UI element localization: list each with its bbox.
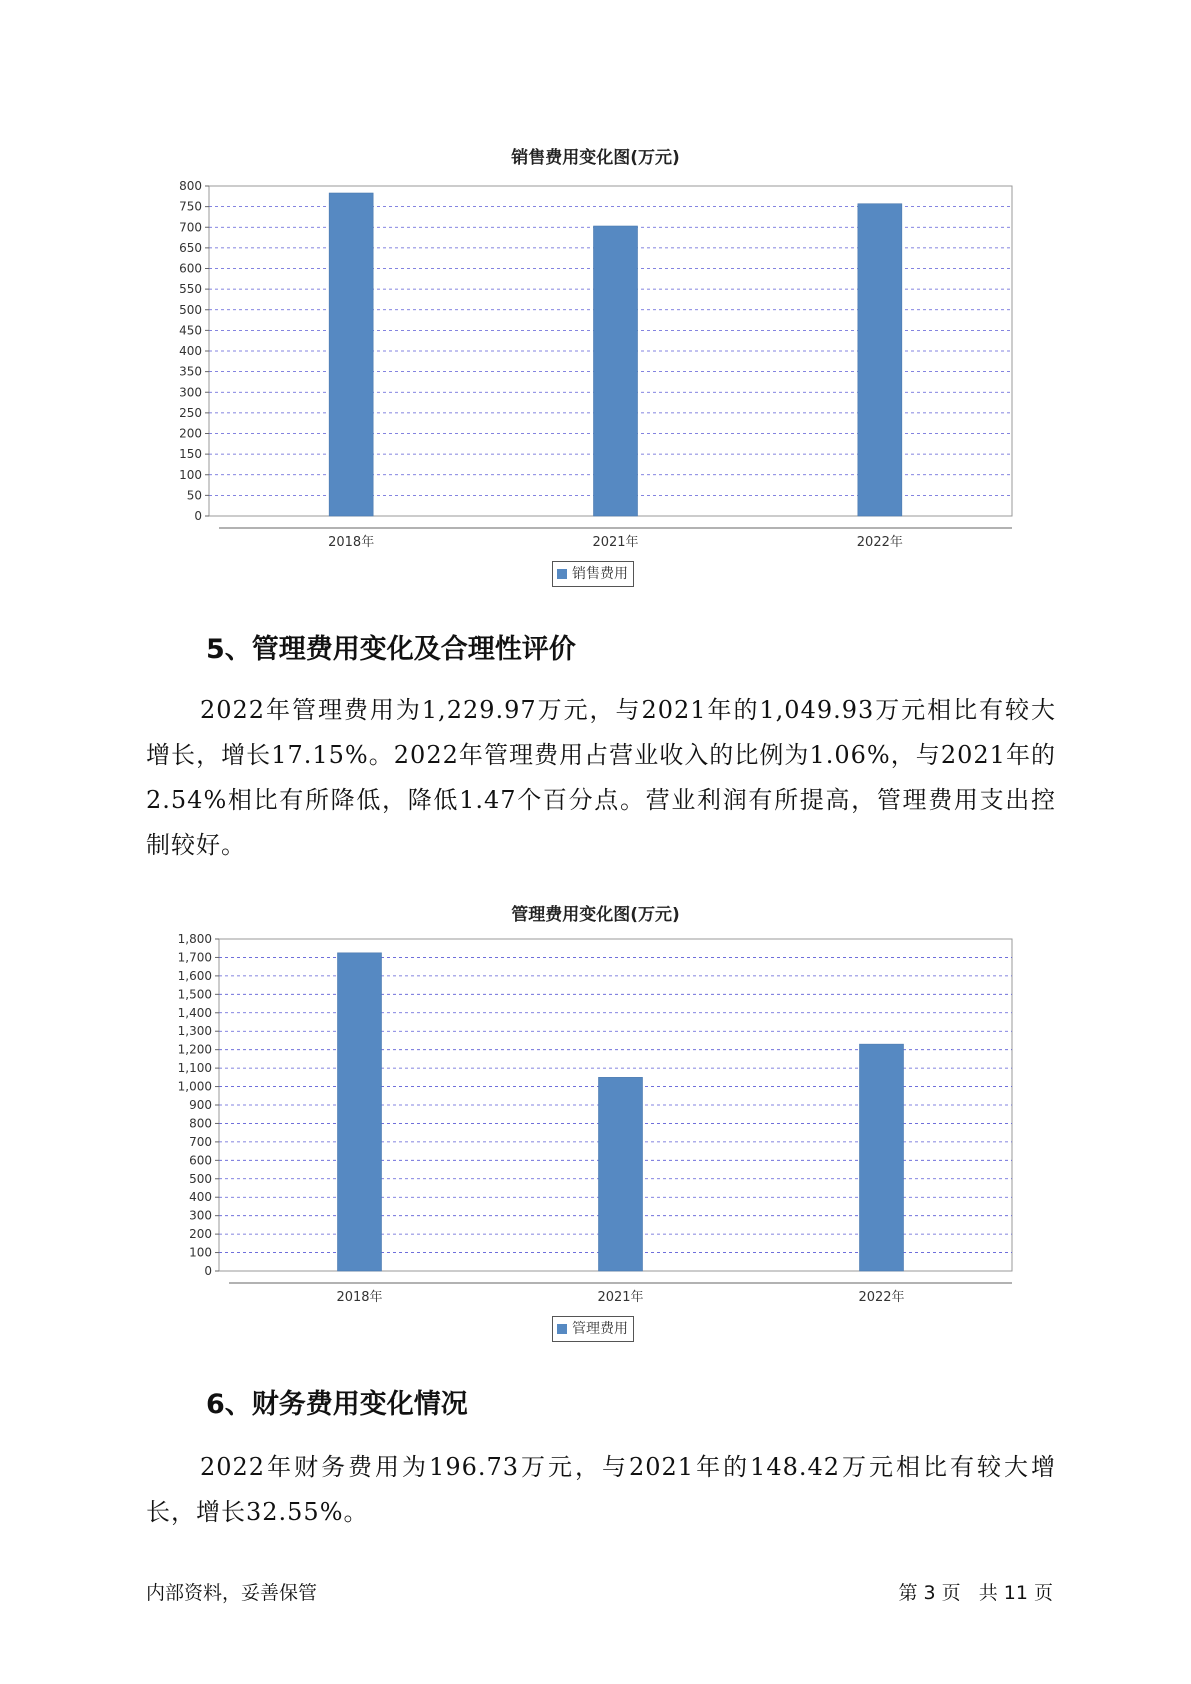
chart1-ytick-label: 450 xyxy=(179,323,202,338)
chart2-ytick-label: 1,400 xyxy=(177,1005,212,1020)
chart1-ytick-label: 300 xyxy=(179,385,202,400)
chart1-ytick-label: 750 xyxy=(179,199,202,214)
section5-heading: 5、管理费用变化及合理性评价 xyxy=(206,634,576,665)
chart2-ytick-label: 1,300 xyxy=(177,1024,212,1039)
chart1-ytick-label: 50 xyxy=(186,488,202,503)
section6-heading: 6、财务费用变化情况 xyxy=(206,1389,468,1420)
chart2-ytick-label: 800 xyxy=(189,1116,212,1131)
chart1-ytick-label: 800 xyxy=(179,179,202,193)
chart2-ytick-label: 400 xyxy=(189,1190,212,1205)
chart2-bar-0 xyxy=(338,953,382,1271)
chart1-ytick-label: 600 xyxy=(179,261,202,276)
chart1-xtick-label: 2022年 xyxy=(856,535,903,550)
chart2-bar-1 xyxy=(599,1077,643,1271)
chart2-ytick-label: 1,000 xyxy=(177,1079,212,1094)
chart2-ytick-label: 1,800 xyxy=(177,932,212,946)
chart1-ytick-label: 650 xyxy=(179,240,202,255)
chart2-xtick-label: 2018年 xyxy=(336,1290,383,1305)
chart2-ytick-label: 200 xyxy=(189,1227,212,1242)
chart1-ytick-label: 0 xyxy=(194,509,202,523)
footer-confidential-note: 内部资料，妥善保管 xyxy=(146,1582,318,1604)
chart1-ytick-label: 500 xyxy=(179,302,202,317)
chart1-ytick-label: 350 xyxy=(179,364,202,379)
chart1-ytick-label: 250 xyxy=(179,405,202,420)
chart2-title: 管理费用变化图(万元) xyxy=(511,905,680,925)
chart1-ytick-label: 400 xyxy=(179,344,202,358)
chart1-xtick-label: 2021年 xyxy=(592,535,639,550)
chart1-ytick-label: 550 xyxy=(179,282,202,297)
legend-swatch-icon xyxy=(557,1324,567,1334)
chart2-legend xyxy=(552,1316,634,1342)
chart2-ytick-label: 1,600 xyxy=(177,968,212,983)
chart2-ytick-label: 1,100 xyxy=(177,1061,212,1076)
section5-paragraph: 2022年管理费用为1,229.97万元，与2021年的1,049.93万元相比有较大增长，增长17.15%。2022年管理费用占营业收入的比例为1.06%，与2021年的2.54%相比有所降低，降低1.47个百分点。营业利润有所提高，管理费用支出控制较好。 xyxy=(146,696,1056,859)
chart2-ytick-label: 600 xyxy=(189,1153,212,1168)
chart2-ytick-label: 500 xyxy=(189,1171,212,1186)
chart1-legend-label: 销售费用 xyxy=(572,566,628,582)
chart1-ytick-label: 100 xyxy=(179,467,202,482)
chart2-bar-2 xyxy=(860,1044,904,1271)
chart2-ytick-label: 900 xyxy=(189,1098,212,1112)
chart1-ytick-label: 200 xyxy=(179,426,202,441)
chart2-ytick-label: 1,200 xyxy=(177,1042,212,1057)
chart1-xtick-label: 2018年 xyxy=(328,535,375,550)
chart2-legend-label: 管理费用 xyxy=(572,1321,628,1337)
chart2-ytick-label: 0 xyxy=(204,1264,212,1278)
chart2-ytick-label: 1,500 xyxy=(177,987,212,1002)
chart1-title: 销售费用变化图(万元) xyxy=(511,148,680,168)
chart2-ytick-label: 300 xyxy=(189,1208,212,1223)
chart1-ytick-label: 150 xyxy=(179,447,202,462)
footer-page-number: 第 3 页 共 11 页 xyxy=(898,1582,1053,1604)
chart2-xtick-label: 2021年 xyxy=(597,1290,644,1305)
chart2-ytick-label: 1,700 xyxy=(177,950,212,965)
chart2-xtick-label: 2022年 xyxy=(858,1290,905,1305)
chart1-ytick-label: 700 xyxy=(179,220,202,235)
section6-paragraph: 2022年财务费用为196.73万元，与2021年的148.42万元相比有较大增长，增长32.55%。 xyxy=(146,1453,1056,1526)
chart2-ytick-label: 100 xyxy=(189,1245,212,1260)
chart2-ytick-label: 700 xyxy=(189,1134,212,1149)
